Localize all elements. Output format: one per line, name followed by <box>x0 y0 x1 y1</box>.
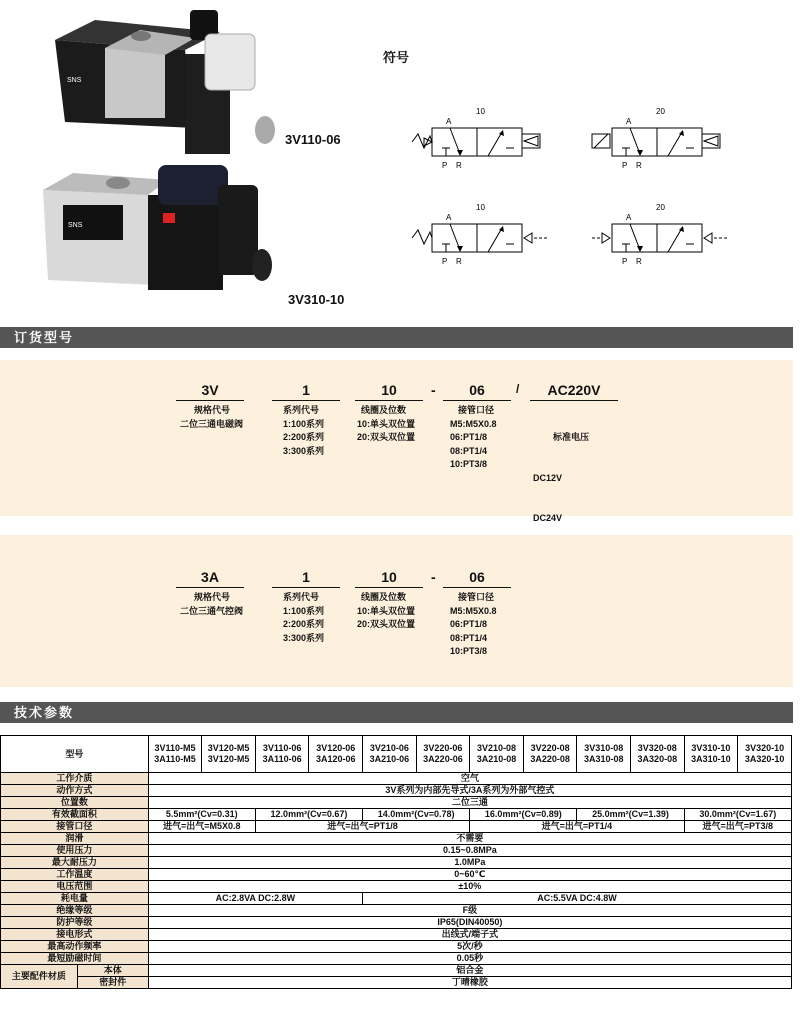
model-cell: 3V220-06 3A220-06 <box>416 736 470 773</box>
svg-text:A: A <box>626 117 632 126</box>
svg-text:P: P <box>442 257 448 266</box>
svg-text:20: 20 <box>656 107 665 116</box>
row-label: 接管口径 <box>1 821 149 833</box>
row-label: 位置数 <box>1 797 149 809</box>
row-label: 主要配件材质 <box>1 965 78 989</box>
row-value: 5次/秒 <box>148 941 791 953</box>
svg-text:SNS: SNS <box>67 77 82 84</box>
row-value: 不需要 <box>148 833 791 845</box>
valve-symbol <box>590 104 740 174</box>
row-label: 工作温度 <box>1 869 149 881</box>
separator: / <box>516 382 520 396</box>
table-row <box>1 785 792 797</box>
row-value: 进气=出气=PT1/8 <box>255 821 469 833</box>
row-label: 耗电量 <box>1 893 149 905</box>
row-value: AC:5.5VA DC:4.8W <box>363 893 792 905</box>
table-row <box>1 857 792 869</box>
model-cell: 3V110-06 3A110-06 <box>255 736 309 773</box>
row-label: 防护等级 <box>1 917 149 929</box>
order-desc: 规格代号 二位三通电磁阀 <box>180 405 244 429</box>
row-value: 3V系列为内部先导式/3A系列为外部气控式 <box>148 785 791 797</box>
row-label: 最高动作频率 <box>1 941 149 953</box>
valve-symbol <box>410 200 550 270</box>
svg-text:A: A <box>446 213 452 222</box>
table-row <box>1 929 792 941</box>
order-code: 1 <box>302 382 310 398</box>
row-value: 丁晴橡胶 <box>148 977 791 989</box>
svg-text:P: P <box>442 161 448 170</box>
row-value: 空气 <box>148 773 791 785</box>
table-row <box>1 833 792 845</box>
row-label: 最大耐压力 <box>1 857 149 869</box>
order-code: 10 <box>381 382 397 398</box>
section-title-tech: 技术参数 <box>0 702 793 723</box>
model-cell: 3V320-08 3A320-08 <box>631 736 685 773</box>
order-code: 3V <box>201 382 219 398</box>
model-cell: 3V320-10 3A320-10 <box>738 736 792 773</box>
table-row <box>1 893 792 905</box>
row-value: 0~60℃ <box>148 869 791 881</box>
table-row <box>1 881 792 893</box>
row-label: 绝缘等级 <box>1 905 149 917</box>
product-label: 3V110-06 <box>285 132 341 147</box>
ordering-panel-3a <box>0 535 793 687</box>
model-cell: 3V220-08 3A220-08 <box>523 736 577 773</box>
svg-text:20: 20 <box>656 203 665 212</box>
order-code: 10 <box>381 569 397 585</box>
row-value: 进气=出气=M5X0.8 <box>148 821 255 833</box>
row-value: AC:2.8VA DC:2.8W <box>148 893 362 905</box>
row-value: 0.15~0.8MPa <box>148 845 791 857</box>
svg-text:10: 10 <box>476 107 485 116</box>
valve-symbol <box>410 104 550 174</box>
model-cell: 3V310-10 3A310-10 <box>684 736 738 773</box>
row-value: ±10% <box>148 881 791 893</box>
table-row <box>1 953 792 965</box>
row-value: 二位三通 <box>148 797 791 809</box>
row-sublabel: 密封件 <box>77 977 148 989</box>
table-row <box>1 941 792 953</box>
model-cell: 3V120-06 3A120-06 <box>309 736 363 773</box>
row-label: 润滑 <box>1 833 149 845</box>
order-desc: 标准电压 DC12V DC24V <box>533 432 590 523</box>
row-label: 接电形式 <box>1 929 149 941</box>
row-value: 16.0mm²(Cv=0.89) <box>470 809 577 821</box>
row-label: 使用压力 <box>1 845 149 857</box>
row-value: 25.0mm²(Cv=1.39) <box>577 809 684 821</box>
model-cell: 3V310-08 3A310-08 <box>577 736 631 773</box>
order-code: 1 <box>302 569 310 585</box>
row-label: 最短励磁时间 <box>1 953 149 965</box>
table-row <box>1 917 792 929</box>
row-value: 14.0mm²(Cv=0.78) <box>363 809 470 821</box>
row-value: 进气=出气=PT3/8 <box>684 821 791 833</box>
model-label: 型号 <box>1 736 149 773</box>
svg-text:R: R <box>456 161 462 170</box>
ordering-panel-3v <box>0 360 793 523</box>
row-sublabel: 本体 <box>77 965 148 977</box>
separator: - <box>431 382 436 398</box>
section-title-ordering: 订货型号 <box>0 327 793 348</box>
table-row <box>1 845 792 857</box>
svg-text:R: R <box>636 161 642 170</box>
order-desc: 系列代号 1:100系列 2:200系列 3:300系列 <box>283 592 325 643</box>
order-desc: 线圈及位数 10:单头双位置 20:双头双位置 <box>357 405 416 442</box>
order-desc: 线圈及位数 10:单头双位置 20:双头双位置 <box>357 592 416 629</box>
row-value: 进气=出气=PT1/4 <box>470 821 684 833</box>
row-value: F级 <box>148 905 791 917</box>
valve-photo-3v110 <box>45 10 285 160</box>
svg-text:SNS: SNS <box>68 222 83 229</box>
order-code: 06 <box>469 382 485 398</box>
table-row <box>1 809 792 821</box>
row-value: 30.0mm²(Cv=1.67) <box>684 809 791 821</box>
model-cell: 3V210-08 3A210-08 <box>470 736 524 773</box>
model-cell: 3V210-06 3A210-06 <box>363 736 417 773</box>
table-row <box>1 821 792 833</box>
svg-text:P: P <box>622 161 628 170</box>
table-row <box>1 797 792 809</box>
row-value: 0.05秒 <box>148 953 791 965</box>
table-row <box>1 773 792 785</box>
separator: - <box>431 569 436 585</box>
svg-text:10: 10 <box>476 203 485 212</box>
row-value: 5.5mm²(Cv=0.31) <box>148 809 255 821</box>
svg-text:P: P <box>622 257 628 266</box>
order-code: 3A <box>201 569 219 585</box>
svg-text:R: R <box>636 257 642 266</box>
row-label: 动作方式 <box>1 785 149 797</box>
spec-table <box>0 735 792 989</box>
row-value: IP65(DIN40050) <box>148 917 791 929</box>
row-value: 出线式/端子式 <box>148 929 791 941</box>
order-code: 06 <box>469 569 485 585</box>
valve-symbol <box>590 200 740 270</box>
table-row <box>1 977 792 989</box>
model-cell: 3V110-M5 3A110-M5 <box>148 736 202 773</box>
row-value: 12.0mm²(Cv=0.67) <box>255 809 362 821</box>
valve-photo-3v310 <box>38 165 283 295</box>
row-label: 工作介质 <box>1 773 149 785</box>
order-desc: 系列代号 1:100系列 2:200系列 3:300系列 <box>283 405 325 456</box>
row-value: 铝合金 <box>148 965 791 977</box>
row-value: 1.0MPa <box>148 857 791 869</box>
symbols-title: 符号 <box>383 50 410 65</box>
model-cell: 3V120-M5 3V120-M5 <box>202 736 256 773</box>
row-label: 电压范围 <box>1 881 149 893</box>
svg-text:A: A <box>446 117 452 126</box>
table-row <box>1 965 792 977</box>
product-label: 3V310-10 <box>288 292 345 307</box>
table-row <box>1 869 792 881</box>
svg-text:A: A <box>626 213 632 222</box>
svg-text:R: R <box>456 257 462 266</box>
order-desc: 规格代号 二位三通气控阀 <box>180 592 244 616</box>
table-row <box>1 736 792 773</box>
order-code: AC220V <box>547 382 601 398</box>
order-desc: 接管口径 M5:M5X0.8 06:PT1/8 08:PT1/4 10:PT3/8 <box>450 405 497 469</box>
row-label: 有效截面积 <box>1 809 149 821</box>
table-row <box>1 905 792 917</box>
order-desc: 接管口径 M5:M5X0.8 06:PT1/8 08:PT1/4 10:PT3/8 <box>450 592 497 656</box>
